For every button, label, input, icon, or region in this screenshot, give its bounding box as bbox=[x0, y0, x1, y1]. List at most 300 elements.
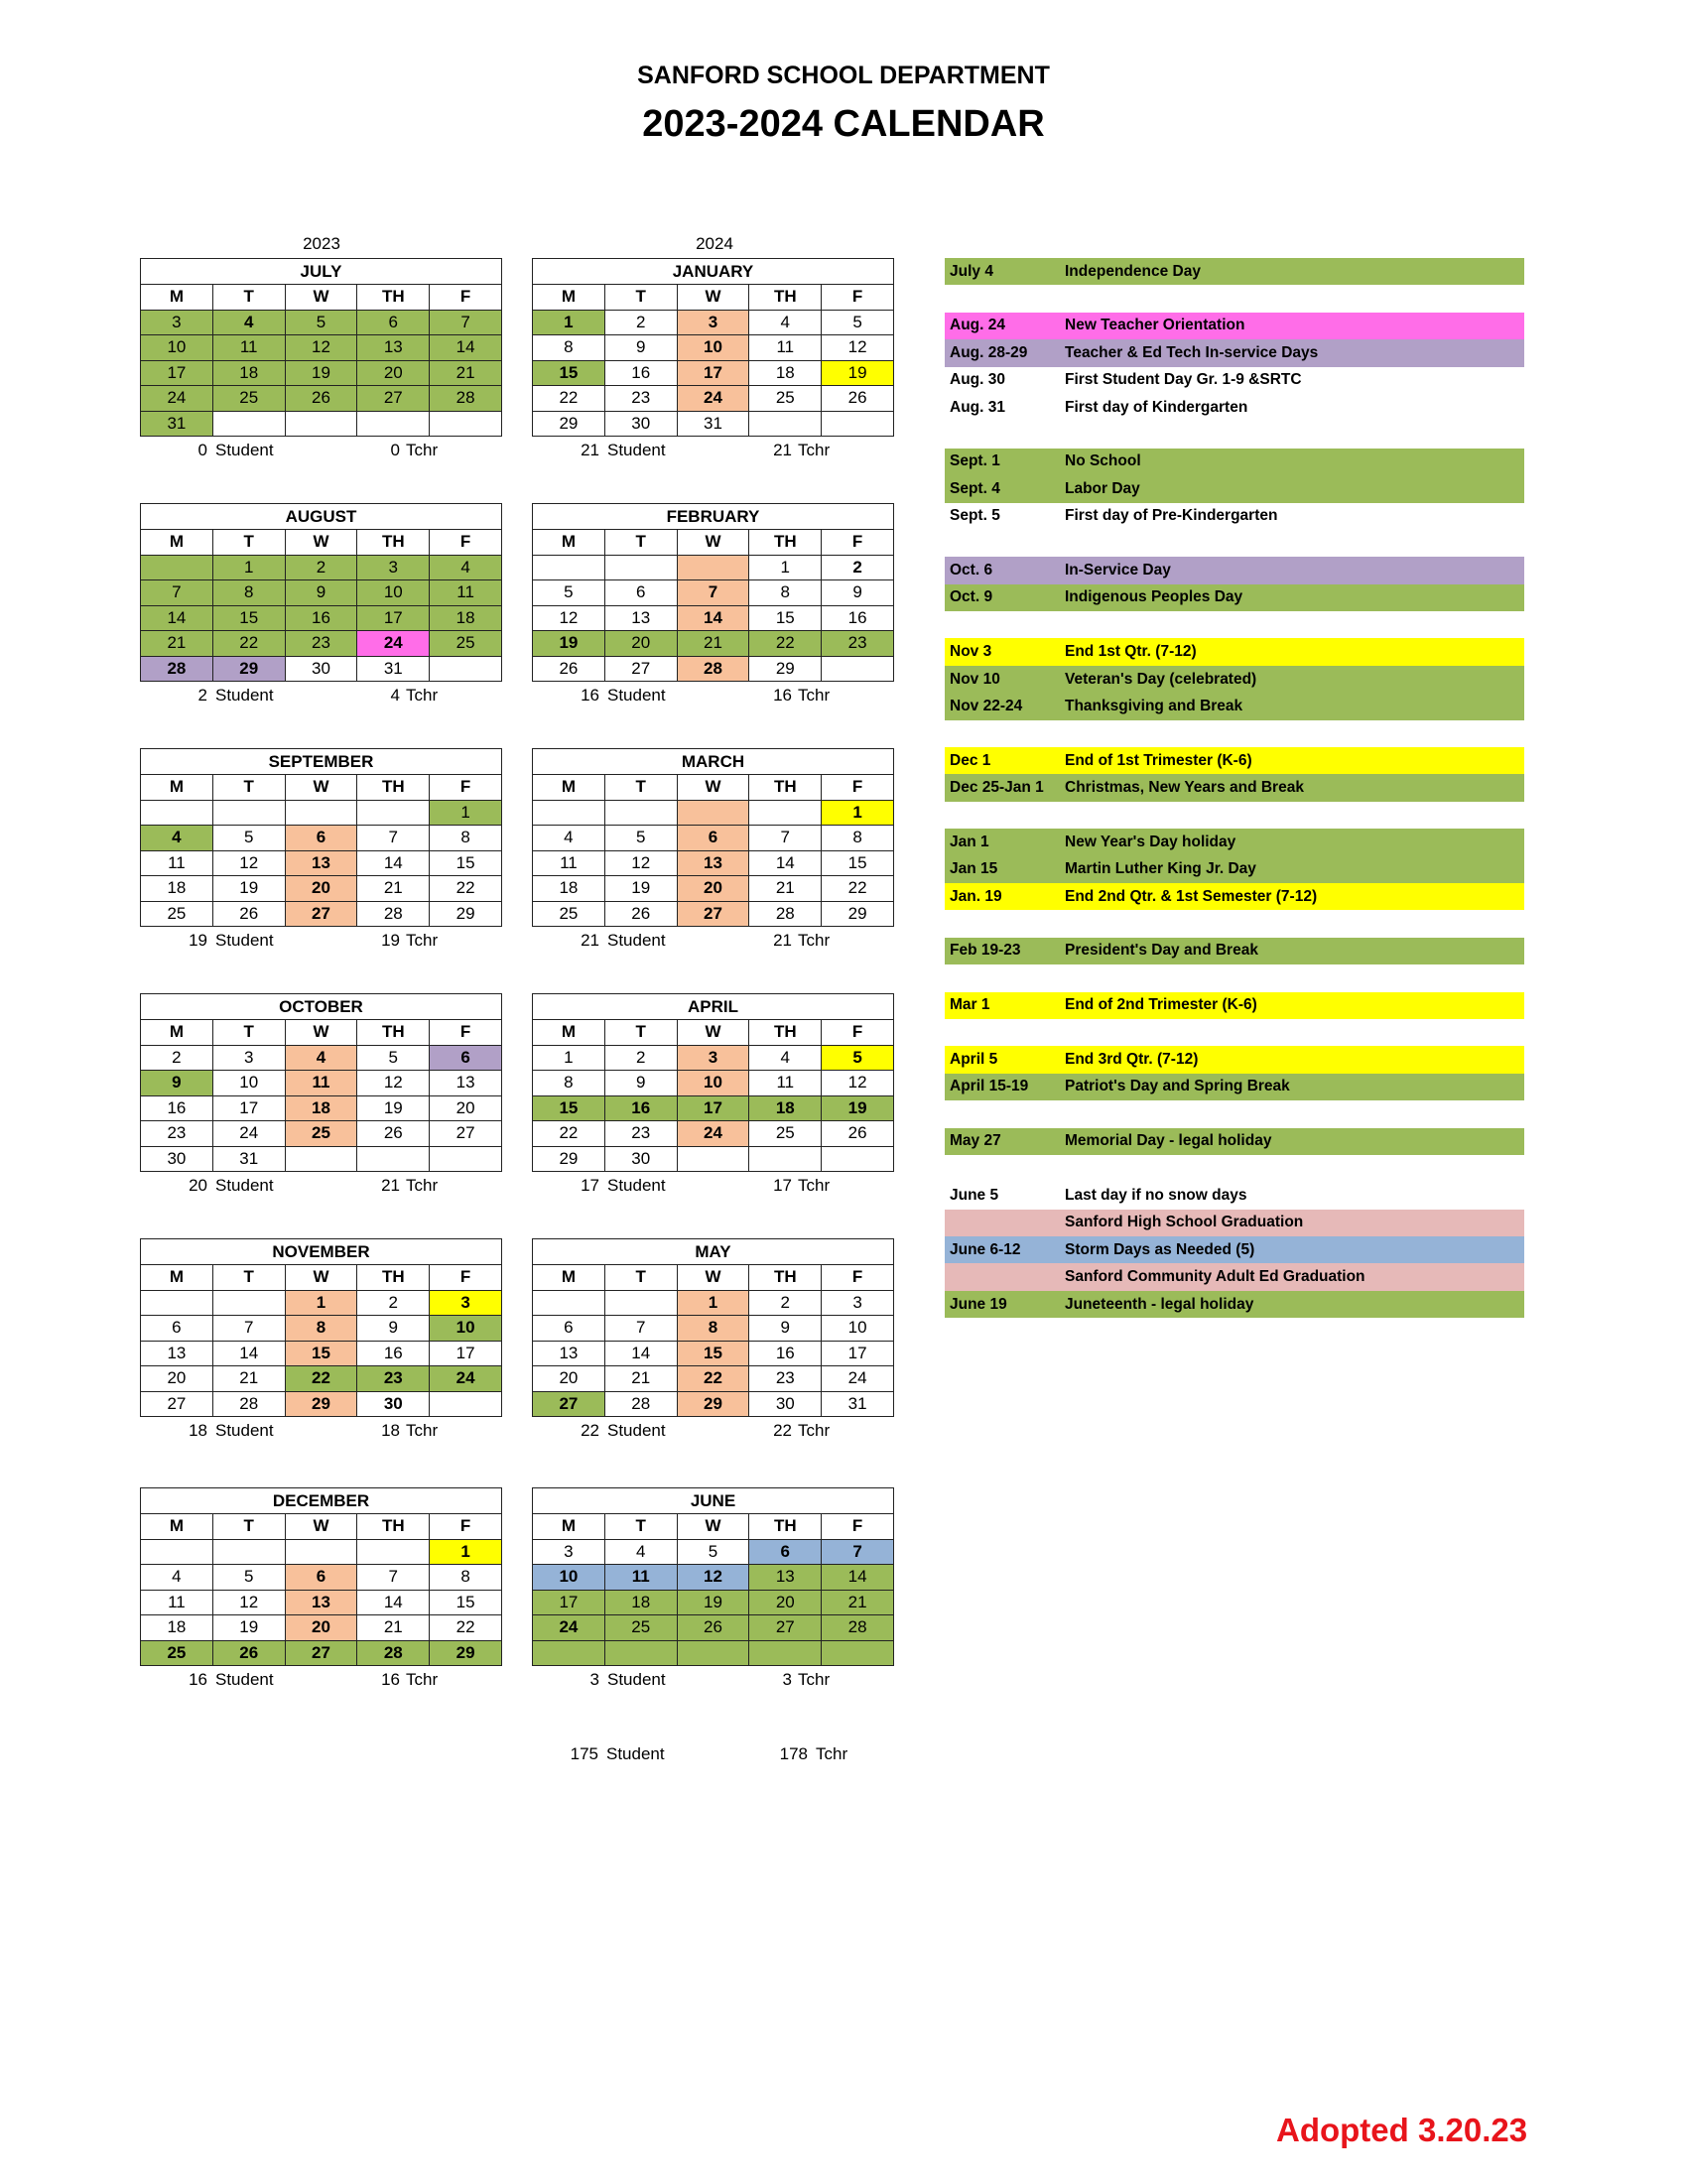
day-header: T bbox=[604, 775, 677, 801]
day-cell: 26 bbox=[212, 901, 285, 927]
day-cell: 4 bbox=[285, 1045, 357, 1071]
event-row bbox=[945, 367, 1524, 394]
day-cell: 29 bbox=[677, 1391, 749, 1417]
day-cell: 7 bbox=[677, 580, 749, 606]
day-cell: 22 bbox=[822, 876, 894, 902]
event-date: April 5 bbox=[950, 1051, 998, 1069]
day-cell: 29 bbox=[430, 901, 502, 927]
day-cell: 5 bbox=[212, 826, 285, 851]
day-cell: 26 bbox=[677, 1615, 749, 1641]
day-cell: 17 bbox=[357, 605, 430, 631]
day-cell bbox=[604, 555, 677, 580]
day-cell: 11 bbox=[533, 850, 605, 876]
day-cell: 15 bbox=[749, 605, 822, 631]
day-header: W bbox=[677, 1020, 749, 1046]
day-cell: 5 bbox=[822, 1045, 894, 1071]
event-date: May 27 bbox=[950, 1132, 1001, 1150]
day-header: F bbox=[430, 1265, 502, 1291]
day-cell: 13 bbox=[533, 1341, 605, 1366]
day-cell bbox=[749, 800, 822, 826]
day-cell: 3 bbox=[533, 1539, 605, 1565]
day-cell: 13 bbox=[285, 1590, 357, 1615]
day-cell: 1 bbox=[533, 1045, 605, 1071]
event-spacer bbox=[945, 421, 1524, 448]
day-cell: 25 bbox=[533, 901, 605, 927]
month-name: MAY bbox=[533, 1239, 894, 1265]
student-count: 16 bbox=[189, 1670, 207, 1689]
day-cell: 23 bbox=[357, 1366, 430, 1392]
day-cell: 25 bbox=[141, 1640, 213, 1666]
event-date: June 19 bbox=[950, 1295, 1007, 1313]
day-cell: 20 bbox=[430, 1095, 502, 1121]
day-cell: 10 bbox=[822, 1316, 894, 1342]
month-september bbox=[140, 748, 502, 952]
day-cell: 28 bbox=[430, 386, 502, 412]
event-row bbox=[945, 693, 1524, 719]
day-cell: 2 bbox=[604, 1045, 677, 1071]
day-header: F bbox=[822, 1265, 894, 1291]
day-cell: 3 bbox=[822, 1290, 894, 1316]
day-header: F bbox=[822, 1514, 894, 1540]
student-label: Student bbox=[215, 441, 274, 459]
event-description: Juneteenth - legal holiday bbox=[1065, 1295, 1254, 1313]
day-cell: 23 bbox=[749, 1366, 822, 1392]
day-cell bbox=[357, 1539, 430, 1565]
teacher-count: 21 bbox=[773, 931, 792, 950]
event-date: Jan 15 bbox=[950, 860, 998, 878]
day-cell bbox=[533, 555, 605, 580]
event-date: Sept. 4 bbox=[950, 479, 1000, 497]
student-label: Student bbox=[215, 1421, 274, 1440]
student-label: Student bbox=[607, 686, 666, 705]
event-date: Aug. 30 bbox=[950, 371, 1005, 389]
day-cell: 31 bbox=[822, 1391, 894, 1417]
day-cell: 9 bbox=[141, 1071, 213, 1096]
day-header: M bbox=[141, 530, 213, 556]
day-cell: 8 bbox=[285, 1316, 357, 1342]
event-description: Sanford Community Adult Ed Graduation bbox=[1065, 1268, 1365, 1286]
teacher-label: Tchr bbox=[798, 1421, 831, 1440]
day-cell: 18 bbox=[430, 605, 502, 631]
day-header: M bbox=[141, 775, 213, 801]
day-cell: 28 bbox=[357, 1640, 430, 1666]
adopted-note: Adopted 3.20.23 bbox=[1276, 2112, 1528, 2148]
event-date: June 6-12 bbox=[950, 1240, 1021, 1258]
day-cell: 8 bbox=[677, 1316, 749, 1342]
day-cell: 23 bbox=[822, 631, 894, 657]
teacher-count: 22 bbox=[773, 1421, 792, 1440]
day-cell: 5 bbox=[285, 310, 357, 335]
day-header: T bbox=[604, 530, 677, 556]
month-name: AUGUST bbox=[141, 504, 502, 530]
event-date: June 5 bbox=[950, 1186, 999, 1204]
event-spacer bbox=[945, 530, 1524, 557]
day-cell: 8 bbox=[430, 1565, 502, 1591]
day-cell: 15 bbox=[285, 1341, 357, 1366]
day-cell: 25 bbox=[141, 901, 213, 927]
day-cell: 18 bbox=[141, 876, 213, 902]
day-cell bbox=[285, 800, 357, 826]
day-cell: 13 bbox=[749, 1565, 822, 1591]
day-header: F bbox=[822, 285, 894, 311]
event-description: Christmas, New Years and Break bbox=[1065, 779, 1304, 797]
day-header: TH bbox=[749, 285, 822, 311]
day-cell: 8 bbox=[212, 580, 285, 606]
day-cell: 12 bbox=[212, 1590, 285, 1615]
teacher-label: Tchr bbox=[798, 931, 831, 950]
day-cell: 30 bbox=[604, 1146, 677, 1172]
day-cell: 9 bbox=[357, 1316, 430, 1342]
day-cell: 16 bbox=[285, 605, 357, 631]
day-cell: 16 bbox=[604, 1095, 677, 1121]
day-header: M bbox=[141, 1020, 213, 1046]
event-row bbox=[945, 856, 1524, 883]
day-header: M bbox=[533, 1265, 605, 1291]
day-cell bbox=[430, 1146, 502, 1172]
day-cell bbox=[285, 1539, 357, 1565]
day-cell: 6 bbox=[749, 1539, 822, 1565]
day-cell: 28 bbox=[749, 901, 822, 927]
event-row bbox=[945, 1182, 1524, 1209]
student-label: Student bbox=[215, 931, 274, 950]
day-cell: 14 bbox=[604, 1341, 677, 1366]
day-header: T bbox=[604, 1020, 677, 1046]
day-cell: 11 bbox=[141, 1590, 213, 1615]
day-cell: 10 bbox=[141, 335, 213, 361]
month-january bbox=[532, 258, 894, 461]
day-cell: 27 bbox=[285, 901, 357, 927]
teacher-count: 21 bbox=[773, 441, 792, 459]
day-cell: 12 bbox=[285, 335, 357, 361]
event-description: Patriot's Day and Spring Break bbox=[1065, 1078, 1290, 1095]
day-cell: 18 bbox=[285, 1095, 357, 1121]
day-cell: 11 bbox=[430, 580, 502, 606]
day-cell bbox=[430, 411, 502, 437]
day-cell: 17 bbox=[677, 1095, 749, 1121]
day-cell: 3 bbox=[677, 1045, 749, 1071]
day-cell: 21 bbox=[357, 876, 430, 902]
day-cell: 14 bbox=[357, 850, 430, 876]
event-description: Last day if no snow days bbox=[1065, 1186, 1247, 1204]
month-name: FEBRUARY bbox=[533, 504, 894, 530]
day-header: W bbox=[677, 775, 749, 801]
day-cell: 9 bbox=[285, 580, 357, 606]
event-description: Martin Luther King Jr. Day bbox=[1065, 860, 1256, 878]
day-cell: 2 bbox=[285, 555, 357, 580]
day-cell: 14 bbox=[822, 1565, 894, 1591]
day-cell: 27 bbox=[604, 656, 677, 682]
day-cell: 12 bbox=[822, 1071, 894, 1096]
month-march bbox=[532, 748, 894, 952]
day-header: W bbox=[285, 1020, 357, 1046]
day-cell: 3 bbox=[430, 1290, 502, 1316]
event-description: Teacher & Ed Tech In-service Days bbox=[1065, 343, 1319, 361]
student-count: 18 bbox=[189, 1421, 207, 1440]
day-header: F bbox=[430, 530, 502, 556]
student-label: Student bbox=[215, 1670, 274, 1689]
day-cell: 13 bbox=[677, 850, 749, 876]
day-header: F bbox=[822, 1020, 894, 1046]
month-april bbox=[532, 993, 894, 1197]
day-cell: 11 bbox=[212, 335, 285, 361]
day-cell bbox=[604, 1290, 677, 1316]
day-cell: 18 bbox=[533, 876, 605, 902]
day-cell: 6 bbox=[285, 1565, 357, 1591]
day-header: W bbox=[677, 530, 749, 556]
event-description: In-Service Day bbox=[1065, 561, 1171, 578]
event-date: Nov 10 bbox=[950, 670, 1000, 688]
event-date: Nov 3 bbox=[950, 643, 992, 661]
day-cell: 30 bbox=[749, 1391, 822, 1417]
day-header: W bbox=[285, 775, 357, 801]
day-cell: 26 bbox=[822, 386, 894, 412]
day-cell: 10 bbox=[677, 335, 749, 361]
month-name: APRIL bbox=[533, 994, 894, 1020]
event-row bbox=[945, 1074, 1524, 1100]
day-cell: 24 bbox=[141, 386, 213, 412]
day-cell bbox=[141, 555, 213, 580]
day-cell bbox=[822, 1146, 894, 1172]
day-header: T bbox=[212, 1020, 285, 1046]
day-header: M bbox=[141, 285, 213, 311]
day-cell: 6 bbox=[430, 1045, 502, 1071]
day-cell: 15 bbox=[212, 605, 285, 631]
day-header: W bbox=[285, 285, 357, 311]
day-cell: 27 bbox=[677, 901, 749, 927]
day-header: TH bbox=[357, 530, 430, 556]
day-cell: 14 bbox=[749, 850, 822, 876]
day-header: T bbox=[212, 775, 285, 801]
day-cell: 3 bbox=[677, 310, 749, 335]
day-cell: 11 bbox=[141, 850, 213, 876]
day-header: T bbox=[604, 1514, 677, 1540]
day-cell: 28 bbox=[141, 656, 213, 682]
day-cell bbox=[141, 1290, 213, 1316]
day-header: TH bbox=[357, 285, 430, 311]
day-cell: 19 bbox=[212, 876, 285, 902]
day-cell: 17 bbox=[677, 360, 749, 386]
event-row bbox=[945, 584, 1524, 611]
day-cell: 16 bbox=[357, 1341, 430, 1366]
day-cell: 21 bbox=[430, 360, 502, 386]
day-cell: 20 bbox=[533, 1366, 605, 1392]
day-cell: 2 bbox=[357, 1290, 430, 1316]
day-header: W bbox=[285, 1514, 357, 1540]
day-cell: 4 bbox=[141, 826, 213, 851]
day-cell: 27 bbox=[749, 1615, 822, 1641]
student-label: Student bbox=[215, 686, 274, 705]
event-description: New Year's Day holiday bbox=[1065, 833, 1236, 850]
event-row bbox=[945, 774, 1524, 801]
day-cell bbox=[285, 411, 357, 437]
event-description: New Teacher Orientation bbox=[1065, 317, 1245, 334]
day-cell: 14 bbox=[212, 1341, 285, 1366]
day-cell bbox=[677, 1640, 749, 1666]
event-description: End 3rd Qtr. (7-12) bbox=[1065, 1051, 1199, 1069]
day-cell: 25 bbox=[749, 386, 822, 412]
day-cell: 24 bbox=[430, 1366, 502, 1392]
day-cell: 5 bbox=[357, 1045, 430, 1071]
day-cell: 20 bbox=[141, 1366, 213, 1392]
day-cell: 7 bbox=[141, 580, 213, 606]
day-cell: 28 bbox=[677, 656, 749, 682]
month-name: MARCH bbox=[533, 749, 894, 775]
teacher-count: 21 bbox=[381, 1176, 400, 1195]
day-cell bbox=[357, 800, 430, 826]
day-header: M bbox=[141, 1265, 213, 1291]
month-name: NOVEMBER bbox=[141, 1239, 502, 1265]
day-cell: 27 bbox=[533, 1391, 605, 1417]
day-cell: 22 bbox=[285, 1366, 357, 1392]
day-cell: 20 bbox=[285, 876, 357, 902]
day-cell: 10 bbox=[430, 1316, 502, 1342]
day-cell: 26 bbox=[285, 386, 357, 412]
day-header: F bbox=[822, 530, 894, 556]
day-cell: 4 bbox=[749, 1045, 822, 1071]
student-label: Student bbox=[607, 1176, 666, 1195]
day-cell: 5 bbox=[822, 310, 894, 335]
day-cell: 12 bbox=[604, 850, 677, 876]
day-cell: 4 bbox=[430, 555, 502, 580]
day-cell: 5 bbox=[212, 1565, 285, 1591]
day-cell bbox=[749, 1640, 822, 1666]
day-cell: 25 bbox=[285, 1121, 357, 1147]
day-cell: 29 bbox=[430, 1640, 502, 1666]
event-date: Sept. 5 bbox=[950, 507, 1000, 525]
day-cell bbox=[533, 1290, 605, 1316]
event-row bbox=[945, 475, 1524, 502]
day-cell: 11 bbox=[604, 1565, 677, 1591]
year-right: 2024 bbox=[696, 234, 733, 253]
day-header: TH bbox=[749, 1265, 822, 1291]
day-header: F bbox=[430, 1020, 502, 1046]
day-cell: 16 bbox=[604, 360, 677, 386]
day-cell: 25 bbox=[749, 1121, 822, 1147]
day-cell: 7 bbox=[357, 826, 430, 851]
student-count: 17 bbox=[581, 1176, 599, 1195]
event-date: Feb 19-23 bbox=[950, 942, 1021, 960]
day-cell bbox=[357, 1146, 430, 1172]
event-date: Dec 25-Jan 1 bbox=[950, 779, 1044, 797]
day-cell: 1 bbox=[430, 1539, 502, 1565]
event-date: Jan 1 bbox=[950, 833, 989, 850]
teacher-count: 16 bbox=[773, 686, 792, 705]
day-cell: 28 bbox=[357, 901, 430, 927]
month-may bbox=[532, 1238, 894, 1442]
event-row bbox=[945, 666, 1524, 693]
day-cell: 4 bbox=[212, 310, 285, 335]
event-description: President's Day and Break bbox=[1065, 942, 1258, 960]
day-header: W bbox=[285, 1265, 357, 1291]
day-cell: 27 bbox=[285, 1640, 357, 1666]
event-description: Thanksgiving and Break bbox=[1065, 697, 1243, 714]
total-student-label: Student bbox=[606, 1744, 665, 1763]
day-cell: 21 bbox=[604, 1366, 677, 1392]
day-cell: 9 bbox=[604, 335, 677, 361]
month-name: SEPTEMBER bbox=[141, 749, 502, 775]
day-cell: 1 bbox=[677, 1290, 749, 1316]
event-row bbox=[945, 313, 1524, 339]
day-header: TH bbox=[357, 1514, 430, 1540]
day-header: TH bbox=[357, 1265, 430, 1291]
day-cell: 21 bbox=[677, 631, 749, 657]
day-cell: 29 bbox=[533, 1146, 605, 1172]
day-cell: 15 bbox=[677, 1341, 749, 1366]
day-cell: 23 bbox=[285, 631, 357, 657]
day-cell: 13 bbox=[285, 850, 357, 876]
day-cell: 17 bbox=[822, 1341, 894, 1366]
day-cell bbox=[212, 1539, 285, 1565]
day-cell bbox=[749, 1146, 822, 1172]
day-cell: 25 bbox=[430, 631, 502, 657]
event-spacer bbox=[945, 285, 1524, 312]
day-cell bbox=[822, 411, 894, 437]
day-cell: 3 bbox=[357, 555, 430, 580]
day-cell: 25 bbox=[212, 386, 285, 412]
day-cell: 29 bbox=[533, 411, 605, 437]
day-cell: 22 bbox=[677, 1366, 749, 1392]
day-cell: 15 bbox=[533, 360, 605, 386]
day-cell bbox=[677, 1146, 749, 1172]
day-cell: 29 bbox=[749, 656, 822, 682]
day-cell: 30 bbox=[357, 1391, 430, 1417]
day-cell: 1 bbox=[285, 1290, 357, 1316]
day-cell: 21 bbox=[749, 876, 822, 902]
teacher-count: 19 bbox=[381, 931, 400, 950]
event-date: Aug. 24 bbox=[950, 317, 1005, 334]
day-header: M bbox=[533, 1514, 605, 1540]
day-cell: 27 bbox=[430, 1121, 502, 1147]
student-count: 19 bbox=[189, 931, 207, 950]
day-cell: 24 bbox=[533, 1615, 605, 1641]
event-spacer bbox=[945, 910, 1524, 937]
day-header: F bbox=[822, 775, 894, 801]
teacher-count: 0 bbox=[390, 441, 400, 459]
day-cell: 1 bbox=[430, 800, 502, 826]
day-cell: 7 bbox=[604, 1316, 677, 1342]
event-row bbox=[945, 258, 1524, 285]
event-description: End 1st Qtr. (7-12) bbox=[1065, 643, 1197, 661]
month-june bbox=[532, 1487, 894, 1691]
student-count: 3 bbox=[589, 1670, 599, 1689]
event-description: Indigenous Peoples Day bbox=[1065, 588, 1243, 606]
month-august bbox=[140, 503, 502, 707]
event-date: Oct. 6 bbox=[950, 561, 993, 578]
day-cell: 14 bbox=[141, 605, 213, 631]
day-cell: 17 bbox=[533, 1590, 605, 1615]
day-cell: 9 bbox=[604, 1071, 677, 1096]
event-row bbox=[945, 938, 1524, 964]
day-cell bbox=[141, 800, 213, 826]
event-description: Labor Day bbox=[1065, 479, 1140, 497]
event-spacer bbox=[945, 720, 1524, 747]
day-cell: 20 bbox=[285, 1615, 357, 1641]
day-header: TH bbox=[749, 1514, 822, 1540]
month-november bbox=[140, 1238, 502, 1442]
day-cell bbox=[604, 1640, 677, 1666]
day-cell: 14 bbox=[357, 1590, 430, 1615]
day-cell: 23 bbox=[604, 1121, 677, 1147]
event-row bbox=[945, 1046, 1524, 1073]
day-cell: 8 bbox=[533, 1071, 605, 1096]
day-header: TH bbox=[749, 530, 822, 556]
month-name: JUNE bbox=[533, 1488, 894, 1514]
event-row bbox=[945, 1291, 1524, 1318]
day-cell: 19 bbox=[533, 631, 605, 657]
day-cell: 27 bbox=[141, 1391, 213, 1417]
event-row bbox=[945, 503, 1524, 530]
calendar-title: 2023-2024 CALENDAR bbox=[642, 103, 1045, 145]
